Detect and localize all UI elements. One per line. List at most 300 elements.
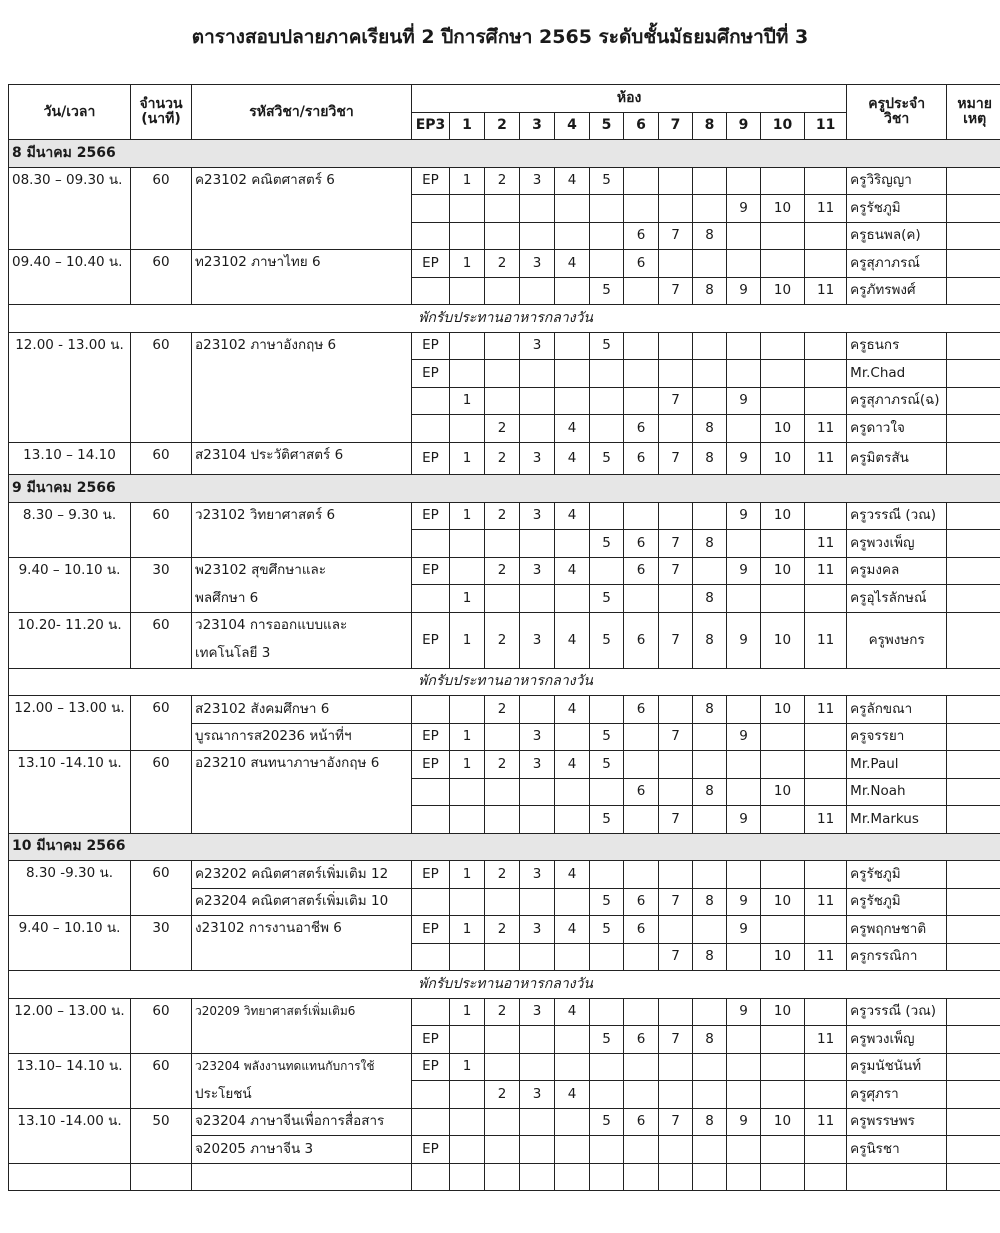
room-mark: 7 — [659, 387, 693, 415]
note-cell — [947, 332, 1000, 360]
room-empty — [727, 751, 761, 779]
teacher-name: ครูธนกร — [847, 332, 947, 360]
note-cell — [947, 778, 1000, 806]
room-empty — [590, 415, 624, 443]
note-cell — [947, 1136, 1000, 1164]
room-mark: 11 — [805, 277, 847, 305]
room-empty — [412, 806, 450, 834]
room-empty — [727, 1026, 761, 1054]
teacher-name: ครูพวงเพ็ญ — [847, 1026, 947, 1054]
room-empty — [693, 332, 727, 360]
room-mark: 5 — [590, 277, 624, 305]
room-empty — [624, 195, 659, 223]
room-empty — [555, 943, 590, 971]
room-mark: 4 — [555, 557, 590, 585]
room-empty — [659, 696, 693, 724]
room-mark: 5 — [590, 332, 624, 360]
room-empty — [485, 195, 520, 223]
room-mark: 11 — [805, 442, 847, 475]
room-empty — [555, 888, 590, 916]
table-row — [9, 557, 1000, 585]
room-mark: 6 — [624, 415, 659, 443]
room-empty — [805, 861, 847, 889]
exam-duration: 30 — [131, 557, 192, 612]
room-empty — [450, 806, 485, 834]
room-mark: 9 — [727, 1108, 761, 1136]
room-mark: 8 — [693, 415, 727, 443]
room-empty — [624, 806, 659, 834]
room-empty — [659, 250, 693, 278]
room-mark: 4 — [555, 250, 590, 278]
room-mark: 5 — [590, 806, 624, 834]
subject-line: ว23204 พลังงานทดแทนกับการใช้ — [195, 1058, 375, 1073]
subject-cell — [192, 998, 412, 1053]
room-empty — [693, 387, 727, 415]
document-title: ตารางสอบปลายภาคเรียนที่ 2 ปีการศึกษา 2565 ระดับชั้นมัธยมศึกษาปีที่ 3 — [191, 26, 809, 48]
room-empty — [520, 943, 555, 971]
room-empty — [485, 1136, 520, 1164]
room-mark: 3 — [520, 250, 555, 278]
subject-cell — [192, 502, 412, 557]
header-room-5: 5 — [590, 112, 624, 140]
day-date: 10 มีนาคม 2566 — [9, 833, 1000, 861]
subject-line: ว23104 การออกแบบและ — [195, 616, 348, 633]
room-empty — [761, 861, 805, 889]
room-mark: 9 — [727, 557, 761, 585]
room-empty — [805, 332, 847, 360]
room-empty — [555, 332, 590, 360]
teacher-name: ครูภัทรพงศ์ — [847, 277, 947, 305]
teacher-name: ครูสุภาภรณ์ — [847, 250, 947, 278]
room-empty — [624, 1136, 659, 1164]
room-empty — [659, 1053, 693, 1081]
room-mark: 1 — [450, 167, 485, 195]
empty-cell — [192, 1163, 412, 1191]
room-empty — [555, 723, 590, 751]
room-mark: EP — [412, 502, 450, 530]
room-mark: 8 — [693, 222, 727, 250]
room-empty — [727, 943, 761, 971]
table-row — [9, 502, 1000, 530]
room-mark: 11 — [805, 415, 847, 443]
empty-cell — [485, 1163, 520, 1191]
room-mark: 8 — [693, 943, 727, 971]
teacher-name: ครูอุไรลักษณ์ — [847, 585, 947, 613]
room-empty — [659, 861, 693, 889]
room-empty — [485, 387, 520, 415]
room-mark: 8 — [693, 1108, 727, 1136]
header-room-ep3: EP3 — [412, 112, 450, 140]
room-empty — [590, 502, 624, 530]
room-mark: 10 — [761, 998, 805, 1026]
room-empty — [761, 360, 805, 388]
room-empty — [693, 167, 727, 195]
room-mark: 2 — [485, 167, 520, 195]
room-mark: 7 — [659, 806, 693, 834]
room-empty — [805, 585, 847, 613]
room-empty — [555, 277, 590, 305]
subject-cell — [192, 557, 412, 612]
exam-duration: 60 — [131, 502, 192, 557]
teacher-name: ครูมงคล — [847, 557, 947, 585]
room-empty — [450, 557, 485, 585]
room-mark: 9 — [727, 612, 761, 668]
room-empty — [727, 530, 761, 558]
room-empty — [761, 806, 805, 834]
room-empty — [590, 861, 624, 889]
exam-duration: 60 — [131, 998, 192, 1053]
room-mark: 5 — [590, 1108, 624, 1136]
room-empty — [450, 195, 485, 223]
room-mark: 7 — [659, 612, 693, 668]
room-empty — [485, 332, 520, 360]
room-mark: 7 — [659, 530, 693, 558]
room-mark: 6 — [624, 1108, 659, 1136]
room-empty — [761, 1026, 805, 1054]
subject-cell — [192, 167, 412, 250]
subject-line: อ23210 สนทนาภาษาอังกฤษ 6 — [195, 755, 380, 771]
room-empty — [520, 360, 555, 388]
room-empty — [805, 387, 847, 415]
room-empty — [761, 585, 805, 613]
room-mark: 7 — [659, 943, 693, 971]
room-mark: 1 — [450, 612, 485, 668]
header-room-11: 11 — [805, 112, 847, 140]
room-empty — [555, 585, 590, 613]
teacher-name: ครูสุภาภรณ์(ฉ) — [847, 387, 947, 415]
room-mark: 7 — [659, 277, 693, 305]
room-mark: 9 — [727, 916, 761, 944]
room-mark: 3 — [520, 723, 555, 751]
exam-time: 9.40 – 10.10 น. — [9, 557, 131, 612]
room-empty — [485, 888, 520, 916]
room-empty — [761, 1053, 805, 1081]
room-empty — [805, 360, 847, 388]
room-mark: 1 — [450, 751, 485, 779]
room-mark: 4 — [555, 861, 590, 889]
room-mark: EP — [412, 612, 450, 668]
day-header-row — [9, 475, 1000, 503]
room-empty — [624, 332, 659, 360]
room-mark: 11 — [805, 943, 847, 971]
teacher-name: ครูนิรชา — [847, 1136, 947, 1164]
room-mark: 10 — [761, 696, 805, 724]
room-mark: 2 — [485, 557, 520, 585]
room-mark: 6 — [624, 1026, 659, 1054]
header-note-line1: หมาย — [957, 96, 992, 112]
room-mark: 1 — [450, 916, 485, 944]
room-mark: 5 — [590, 167, 624, 195]
room-mark: EP — [412, 916, 450, 944]
teacher-name: ครูพงษกร — [847, 612, 947, 668]
exam-time: 10.20- 11.20 น. — [9, 612, 131, 668]
room-mark: 7 — [659, 888, 693, 916]
room-empty — [761, 250, 805, 278]
room-mark: 7 — [659, 723, 693, 751]
room-empty — [727, 332, 761, 360]
empty-cell — [520, 1163, 555, 1191]
room-empty — [761, 222, 805, 250]
room-empty — [805, 502, 847, 530]
room-empty — [624, 1081, 659, 1109]
room-empty — [412, 1081, 450, 1109]
room-mark: 6 — [624, 778, 659, 806]
room-empty — [450, 1136, 485, 1164]
room-mark: 2 — [485, 415, 520, 443]
subject-cell — [192, 250, 412, 305]
room-empty — [520, 1136, 555, 1164]
room-mark: 2 — [485, 916, 520, 944]
room-mark: 4 — [555, 998, 590, 1026]
subject-line: พลศึกษา 6 — [195, 589, 259, 606]
note-cell — [947, 387, 1000, 415]
teacher-name: ครูรัชภูมิ — [847, 888, 947, 916]
room-empty — [659, 167, 693, 195]
table-row — [9, 696, 1000, 724]
room-empty — [693, 1136, 727, 1164]
note-cell — [947, 723, 1000, 751]
room-mark: 10 — [761, 195, 805, 223]
room-mark: 5 — [590, 888, 624, 916]
room-mark: 11 — [805, 888, 847, 916]
room-empty — [555, 1136, 590, 1164]
room-empty — [555, 1053, 590, 1081]
room-mark: 3 — [520, 751, 555, 779]
room-mark: 6 — [624, 916, 659, 944]
room-empty — [520, 277, 555, 305]
room-empty — [727, 360, 761, 388]
room-empty — [450, 1026, 485, 1054]
room-empty — [624, 998, 659, 1026]
room-empty — [727, 415, 761, 443]
room-mark: 4 — [555, 415, 590, 443]
table-row — [9, 250, 1000, 278]
room-empty — [761, 1136, 805, 1164]
room-mark: 8 — [693, 696, 727, 724]
room-mark: 2 — [485, 250, 520, 278]
note-cell — [947, 888, 1000, 916]
room-empty — [555, 530, 590, 558]
note-cell — [947, 612, 1000, 668]
room-empty — [590, 998, 624, 1026]
room-empty — [727, 167, 761, 195]
room-mark: 6 — [624, 250, 659, 278]
room-mark: 9 — [727, 998, 761, 1026]
room-empty — [450, 277, 485, 305]
room-mark: 6 — [624, 222, 659, 250]
room-empty — [555, 1108, 590, 1136]
empty-cell — [693, 1163, 727, 1191]
empty-cell — [131, 1163, 192, 1191]
room-empty — [450, 222, 485, 250]
room-mark: EP — [412, 442, 450, 475]
room-empty — [412, 585, 450, 613]
room-mark: 10 — [761, 277, 805, 305]
room-mark: 3 — [520, 916, 555, 944]
room-empty — [412, 415, 450, 443]
subject-cell: ส23102 สังคมศึกษา 6 — [192, 696, 412, 724]
exam-time: 12.00 – 13.00 น. — [9, 696, 131, 751]
room-empty — [412, 778, 450, 806]
note-cell — [947, 415, 1000, 443]
header-duration-line1: จำนวน — [139, 96, 183, 112]
empty-cell — [805, 1163, 847, 1191]
note-cell — [947, 806, 1000, 834]
exam-time: 9.40 – 10.10 น. — [9, 916, 131, 971]
table-row — [9, 1108, 1000, 1136]
room-mark: 2 — [485, 502, 520, 530]
room-mark: EP — [412, 861, 450, 889]
table-row — [9, 1053, 1000, 1081]
room-empty — [485, 806, 520, 834]
subject-line: ประโยชน์ — [195, 1085, 252, 1102]
room-empty — [412, 998, 450, 1026]
room-empty — [805, 1053, 847, 1081]
room-empty — [485, 360, 520, 388]
room-mark: 3 — [520, 1081, 555, 1109]
room-mark: EP — [412, 1026, 450, 1054]
room-mark: 2 — [485, 696, 520, 724]
room-empty — [805, 723, 847, 751]
room-mark: 7 — [659, 557, 693, 585]
header-note-line2: เหตุ — [963, 111, 987, 127]
exam-time: 8.30 – 9.30 น. — [9, 502, 131, 557]
note-cell — [947, 557, 1000, 585]
room-empty — [693, 916, 727, 944]
room-empty — [485, 778, 520, 806]
empty-cell — [847, 1163, 947, 1191]
note-cell — [947, 167, 1000, 195]
room-empty — [520, 778, 555, 806]
room-mark: 8 — [693, 277, 727, 305]
room-empty — [450, 530, 485, 558]
room-empty — [485, 1053, 520, 1081]
room-mark: 1 — [450, 998, 485, 1026]
room-empty — [727, 861, 761, 889]
room-mark: EP — [412, 250, 450, 278]
subject-line: ท23102 ภาษาไทย 6 — [195, 254, 321, 270]
room-mark: 1 — [450, 502, 485, 530]
room-mark: 4 — [555, 916, 590, 944]
table-body — [9, 140, 1000, 1191]
subject-cell — [192, 751, 412, 834]
room-empty — [590, 1053, 624, 1081]
room-empty — [727, 778, 761, 806]
room-empty — [412, 696, 450, 724]
room-mark: 4 — [555, 167, 590, 195]
room-empty — [624, 751, 659, 779]
room-mark: 4 — [555, 612, 590, 668]
room-mark: 4 — [555, 751, 590, 779]
room-empty — [590, 943, 624, 971]
exam-time: 08.30 – 09.30 น. — [9, 167, 131, 250]
empty-row — [9, 1163, 1000, 1191]
room-empty — [659, 360, 693, 388]
exam-duration: 60 — [131, 332, 192, 442]
room-empty — [693, 195, 727, 223]
room-mark: 7 — [659, 442, 693, 475]
room-empty — [450, 888, 485, 916]
header-time: วัน/เวลา — [9, 85, 131, 140]
empty-cell — [761, 1163, 805, 1191]
room-mark: 6 — [624, 442, 659, 475]
exam-duration: 60 — [131, 250, 192, 305]
room-mark: 8 — [693, 612, 727, 668]
teacher-name: ครูจรรยา — [847, 723, 947, 751]
header-subject: รหัสวิชา/รายวิชา — [192, 85, 412, 140]
room-empty — [520, 415, 555, 443]
room-empty — [624, 387, 659, 415]
room-empty — [805, 167, 847, 195]
room-empty — [693, 751, 727, 779]
empty-cell — [412, 1163, 450, 1191]
room-mark: 8 — [693, 778, 727, 806]
teacher-name: Mr.Paul — [847, 751, 947, 779]
room-empty — [590, 387, 624, 415]
room-empty — [805, 751, 847, 779]
room-mark: 10 — [761, 888, 805, 916]
room-mark: 2 — [485, 442, 520, 475]
room-mark: EP — [412, 1053, 450, 1081]
note-cell — [947, 585, 1000, 613]
note-cell — [947, 1108, 1000, 1136]
teacher-name: ครูมิตรสัน — [847, 442, 947, 475]
room-mark: 6 — [624, 888, 659, 916]
room-mark: 5 — [590, 530, 624, 558]
room-mark: 11 — [805, 1026, 847, 1054]
teacher-name: ครูธนพล(ค) — [847, 222, 947, 250]
room-empty — [520, 195, 555, 223]
room-empty — [520, 1108, 555, 1136]
room-empty — [412, 195, 450, 223]
room-empty — [485, 1108, 520, 1136]
empty-cell — [624, 1163, 659, 1191]
room-empty — [590, 360, 624, 388]
room-empty — [693, 250, 727, 278]
subject-line: พ23102 สุขศึกษาและ — [195, 561, 327, 578]
room-empty — [412, 530, 450, 558]
room-empty — [412, 888, 450, 916]
subject-line: เทคโนโลยี 3 — [195, 644, 271, 661]
exam-duration: 60 — [131, 442, 192, 475]
room-empty — [693, 557, 727, 585]
room-empty — [555, 1026, 590, 1054]
note-cell — [947, 442, 1000, 475]
note-cell — [947, 1026, 1000, 1054]
room-empty — [693, 998, 727, 1026]
room-empty — [659, 998, 693, 1026]
room-mark: EP — [412, 332, 450, 360]
room-empty — [805, 916, 847, 944]
room-mark: 11 — [805, 530, 847, 558]
room-mark: 9 — [727, 442, 761, 475]
header-room-9: 9 — [727, 112, 761, 140]
room-empty — [450, 778, 485, 806]
subject-line: ง23102 การงานอาชีพ 6 — [195, 920, 342, 936]
room-empty — [761, 751, 805, 779]
room-mark: 1 — [450, 1053, 485, 1081]
room-mark: 4 — [555, 696, 590, 724]
room-empty — [761, 723, 805, 751]
room-empty — [659, 916, 693, 944]
note-cell — [947, 998, 1000, 1026]
room-mark: 6 — [624, 530, 659, 558]
room-empty — [520, 1053, 555, 1081]
lunch-break-label: พักรับประทานอาหารกลางวัน — [9, 305, 1000, 333]
header-room-7: 7 — [659, 112, 693, 140]
note-cell — [947, 250, 1000, 278]
room-empty — [805, 222, 847, 250]
